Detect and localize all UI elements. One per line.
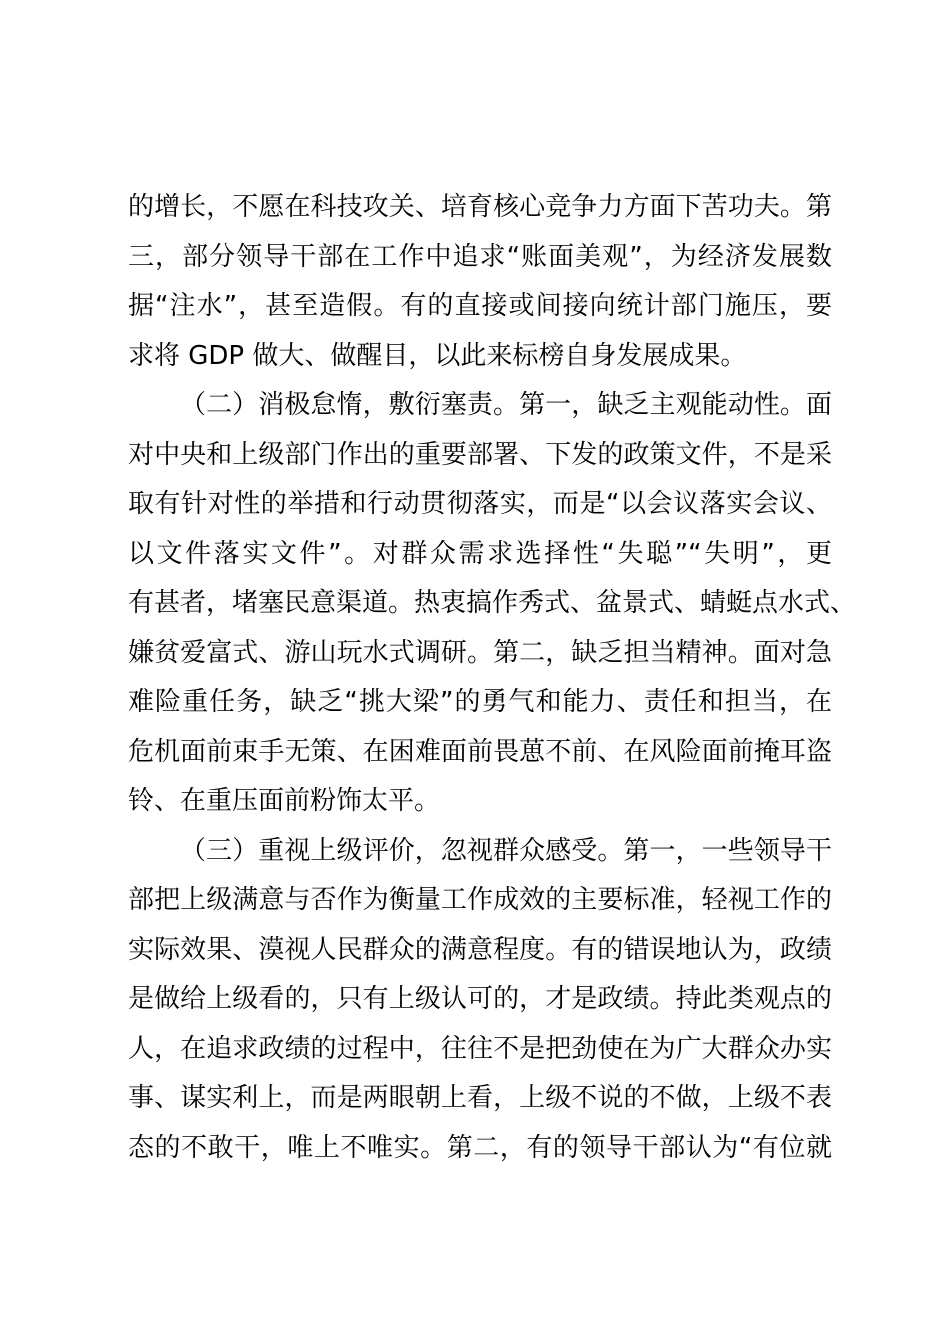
text-line: 对中央和上级部门作出的重要部署、下发的政策文件，不是采 — [128, 439, 832, 470]
text-line: 是做给上级看的，只有上级认可的，才是政绩。持此类观点的 — [128, 984, 832, 1014]
text-line: 态的不敢干，唯上不唯实。第二，有的领导干部认为“有位就 — [128, 1132, 832, 1163]
body-text — [128, 183, 857, 1173]
text-line: 铃、在重压面前粉饰太平。 — [128, 786, 441, 816]
section-heading-line: （二）消极怠惰，敷衍塞责。第一，缺乏主观能动性。面 — [180, 390, 832, 420]
section-heading-line: （三）重视上级评价，忽视群众感受。第一，一些领导干 — [180, 835, 832, 866]
text-line: 三，部分领导干部在工作中追求“账面美观”，为经济发展数 — [128, 241, 832, 272]
text-line: 人，在追求政绩的过程中，往往不是把劲使在为广大群众办实 — [128, 1033, 832, 1064]
text-line: 取有针对性的举措和行动贯彻落实，而是“以会议落实会议、 — [128, 489, 832, 519]
text-line: 据“注水”，甚至造假。有的直接或间接向统计部门施压，要 — [128, 291, 832, 321]
text-line: 求将 GDP 做大、做醒目，以此来标榜自身发展成果。 — [128, 340, 747, 371]
text-line: 部把上级满意与否作为衡量工作成效的主要标准，轻视工作的 — [128, 885, 832, 915]
text-line: 的增长，不愿在科技攻关、培育核心竞争力方面下苦功夫。第 — [128, 192, 832, 222]
text-line: 实际效果、漠视人民群众的满意程度。有的错误地认为，政绩 — [128, 934, 832, 965]
text-line: 危机面前束手无策、在困难面前畏葸不前、在风险面前掩耳盗 — [128, 736, 832, 767]
text-line: 嫌贫爱富式、游山玩水式调研。第二，缺乏担当精神。面对急 — [128, 637, 832, 668]
text-line: 难险重任务，缺乏“挑大梁”的勇气和能力、责任和担当，在 — [128, 687, 832, 717]
text-line: 以文件落实文件”。对群众需求选择性“失聪”“失明”，更 — [128, 538, 832, 569]
text-line: 有甚者，堵塞民意渠道。热衷搞作秀式、盆景式、蜻蜓点水式、 — [128, 588, 857, 618]
text-line: 事、谋实利上，而是两眼朝上看，上级不说的不做，上级不表 — [128, 1083, 832, 1113]
